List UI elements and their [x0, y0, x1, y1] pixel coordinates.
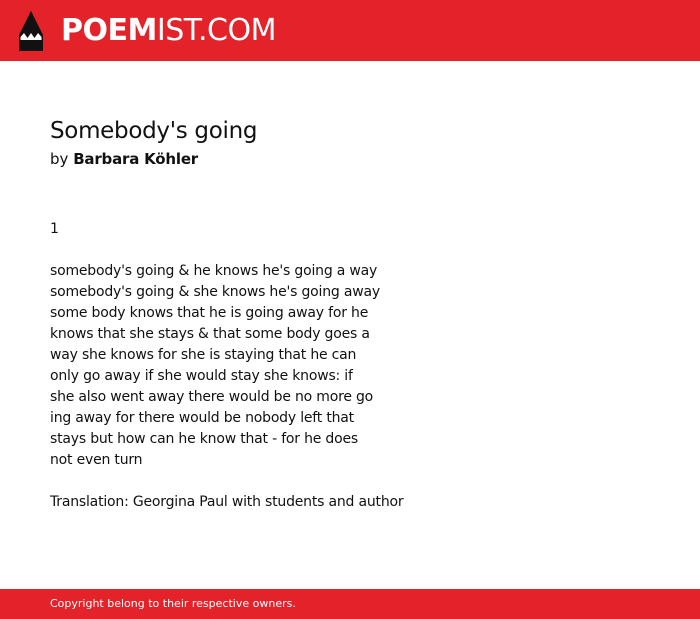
poem-line: somebody's going & she knows he's going away: [50, 284, 380, 300]
site-footer: [0, 589, 700, 619]
copyright-notice: Copyright belong to their respective owners.: [50, 597, 296, 610]
poem-line: some body knows that he is going away for he: [50, 305, 369, 321]
poem-line: [50, 471, 650, 492]
poem-line: [50, 240, 650, 261]
poem-body: [50, 219, 650, 513]
poem-line: ing away for there would be nobody left that: [50, 410, 354, 426]
poem-line: not even turn: [50, 452, 143, 468]
poem-title: Somebody's going: [50, 118, 258, 144]
poem-line: stays but how can he know that - for he does: [50, 431, 358, 447]
poem-line: knows that she stays & that some body goes a: [50, 326, 370, 342]
poem-line: somebody's going & he knows he's going a way: [50, 263, 378, 279]
pencil-tip-icon[interactable]: [18, 10, 44, 52]
byline: [50, 149, 198, 169]
site-logo[interactable]: [61, 14, 276, 48]
byline-prefix: by: [50, 150, 69, 168]
site-header: [0, 0, 700, 61]
logo-bold-part: POEM: [61, 13, 157, 48]
poem-line: way she knows for she is staying that he can: [50, 347, 357, 363]
translation-credit: Translation: Georgina Paul with students and author: [50, 494, 404, 510]
author-name[interactable]: Barbara Köhler: [73, 150, 198, 168]
poem-line: she also went away there would be no more go: [50, 389, 374, 405]
poem-line: 1: [50, 221, 59, 237]
poem-line: only go away if she would stay she knows: if: [50, 368, 353, 384]
logo-light-part: IST.COM: [156, 13, 276, 48]
